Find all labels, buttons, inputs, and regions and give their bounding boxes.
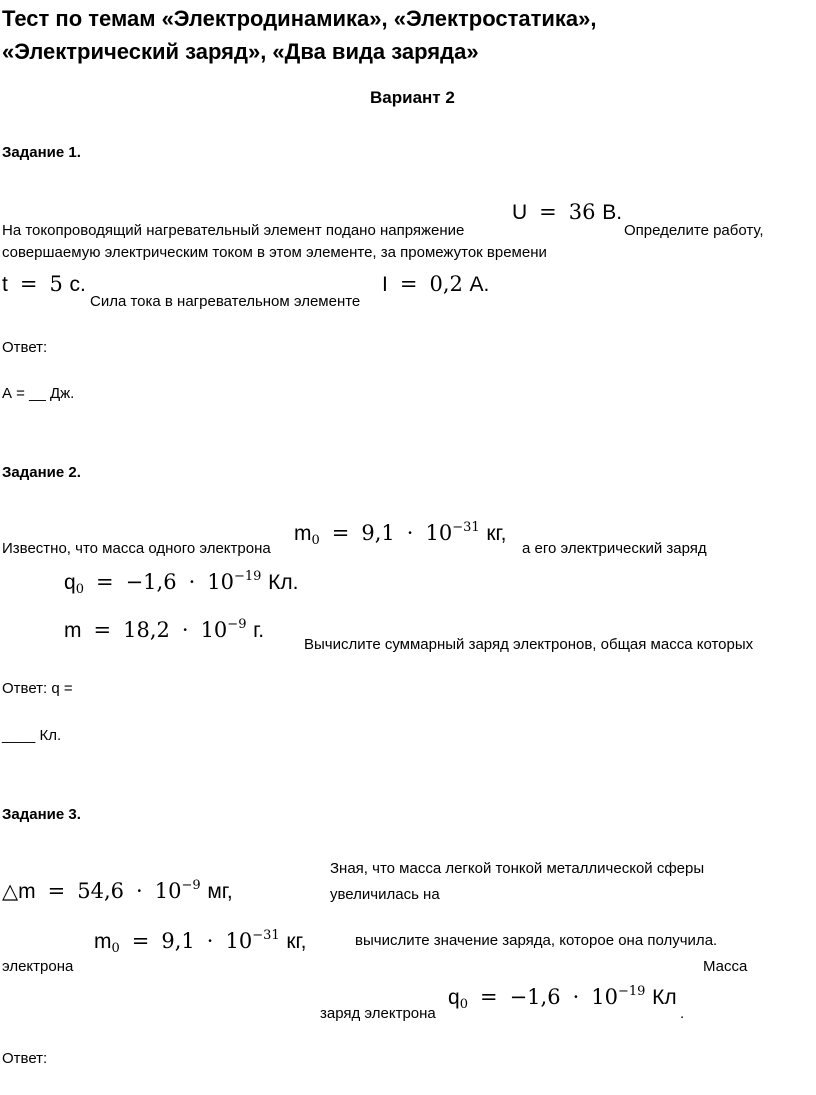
task1-formula-U: U = 36 В. <box>512 200 623 224</box>
task2-heading: Задание 2. <box>2 464 81 481</box>
task3-formula-dm: △m = $54,6 \cdot 10^{-9}$ мг, <box>2 878 233 903</box>
task3-heading: Задание 3. <box>2 806 81 823</box>
page-title <box>2 2 597 68</box>
task3-formula-q0: $q_0 = -1,6 \cdot 10^{-19}$ Кл <box>448 984 677 1012</box>
task3-formula-m0: $m_0 = 9,1 \cdot 10^{-31}$ кг, <box>94 928 307 956</box>
task3-text-f: заряд электрона <box>320 1005 436 1022</box>
title-line-1: Тест по темам «Электродинамика», «Электростатика», <box>2 6 597 31</box>
task3-text-b: увеличилась на <box>330 886 440 903</box>
task3-text-g: . <box>680 1005 685 1022</box>
task1-text-c: совершаемую электрическим током в этом элементе, за промежуток времени <box>2 244 547 261</box>
task1-text-a: На токопроводящий нагревательный элемент подано напряжение <box>2 222 465 239</box>
task2-answer-label: Ответ: q = <box>2 680 73 697</box>
task2-answer-line: ____ Кл. <box>2 727 62 744</box>
task3-answer-label: Ответ: <box>2 1050 48 1067</box>
task3-text-d: электрона <box>2 958 74 975</box>
task3-text-c: вычислите значение заряда, которое она получила. <box>355 932 718 949</box>
task1-formula-I: I = 0,2 А. <box>382 272 490 296</box>
task3-text-e: Масса <box>703 958 748 975</box>
title-line-2: «Электрический заряд», «Два вида заряда» <box>2 39 479 64</box>
task1-text-d: Сила тока в нагревательном элементе <box>90 293 361 310</box>
task2-text-c: Вычислите суммарный заряд электронов, общая масса которых <box>304 636 754 653</box>
task1-formula-t: t = 5 с. <box>2 272 86 296</box>
task1-heading: Задание 1. <box>2 144 81 161</box>
task2-formula-q0: $q_0 = -1,6 \cdot 10^{-19}$ Кл. <box>64 569 299 597</box>
task1-answer-line: А = __ Дж. <box>2 385 75 402</box>
task2-formula-m0: $m_0 = 9,1 \cdot 10^{-31}$ кг, <box>294 520 507 548</box>
task2-text-b: а его электрический заряд <box>522 540 707 557</box>
task2-formula-m: $m = 18,2 \cdot 10^{-9}$ г. <box>64 617 265 642</box>
task1-text-b: Определите работу, <box>624 222 764 239</box>
task3-text-a: Зная, что масса легкой тонкой металлической сферы <box>330 860 705 877</box>
variant-heading: Вариант 2 <box>370 88 455 107</box>
task2-text-a: Известно, что масса одного электрона <box>2 540 271 557</box>
task1-answer-label: Ответ: <box>2 339 48 356</box>
